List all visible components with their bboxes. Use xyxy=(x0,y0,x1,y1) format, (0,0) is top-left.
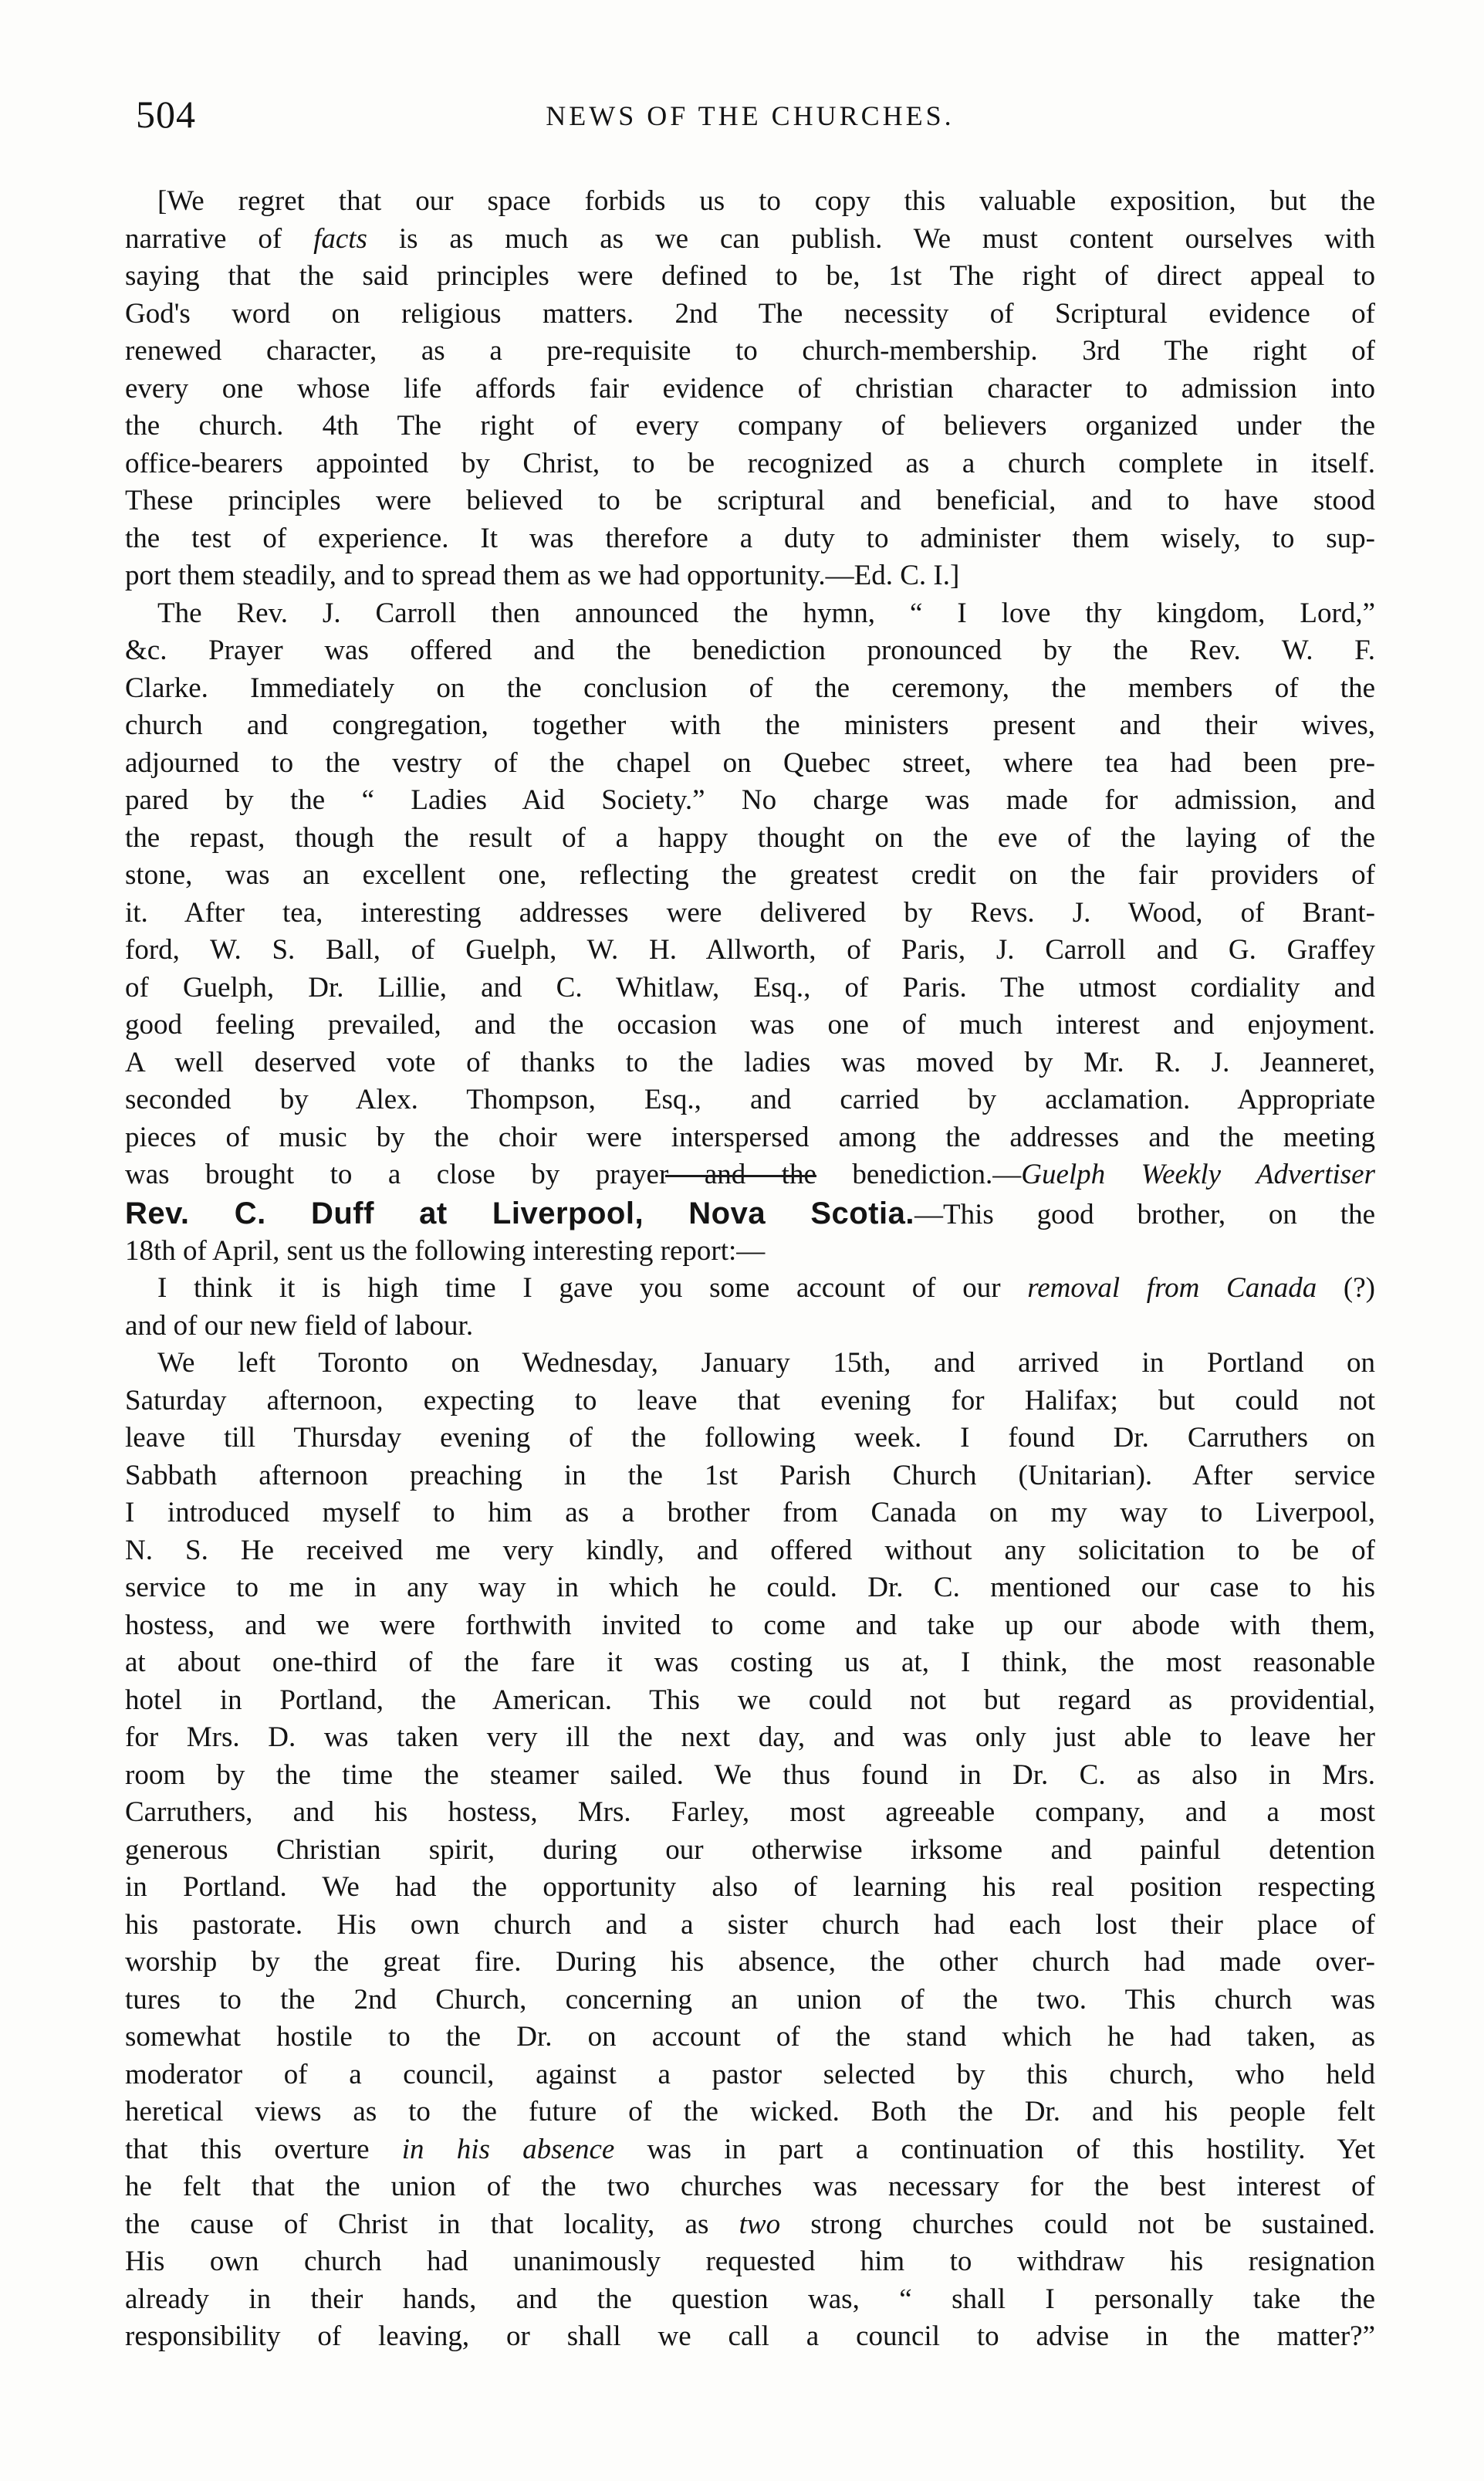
text-line: ford, W. S. Ball, of Guelph, W. H. Allworth, of Paris, J. Carroll and G. Graffey xyxy=(125,934,1375,966)
duff-article xyxy=(125,1195,1375,2356)
text-line: it. After tea, interesting addresses were delivered by Revs. J. Wood, of Brant- xyxy=(125,896,1375,929)
text-line: Sabbath afternoon preaching in the 1st Parish Church (Unitarian). After service xyxy=(125,1459,1375,1491)
text-line: &c. Prayer was offered and the benediction pronounced by the Rev. W. F. xyxy=(125,635,1375,666)
text-line: port them steadily, and to spread them as we had opportunity.—Ed. C. I.] xyxy=(125,560,960,591)
text-line: seconded by Alex. Thompson, Esq., and carried by acclamation. Appropriate xyxy=(125,1084,1375,1115)
text-line: his pastorate. His own church and a sister church had each lost their place of xyxy=(125,1908,1375,1941)
text-line: room by the time the steamer sailed. We thus found in Dr. C. as also in Mrs. xyxy=(125,1758,1375,1791)
text-line: generous Christian spirit, during our otherwise irksome and painful detention xyxy=(125,1833,1375,1866)
text-line: Rev. C. Duff at Liverpool, Nova Scotia.—This good brother, on the xyxy=(125,1196,1375,1230)
running-head xyxy=(125,91,1375,145)
text-line: every one whose life affords fair evidence of christian character to admission into xyxy=(125,372,1375,404)
text-line: good feeling prevailed, and the occasion was one of much interest and enjoyment. xyxy=(125,1009,1375,1041)
text-line: the church. 4th The right of every company of believers organized under the xyxy=(125,410,1375,442)
text-line: Carruthers, and his hostess, Mrs. Farley, most agreeable company, and a most xyxy=(125,1796,1375,1828)
text-line: the repast, though the result of a happy thought on the eve of the laying of the xyxy=(125,821,1375,854)
text-line: I introduced myself to him as a brother from Canada on my way to Liverpool, xyxy=(125,1497,1375,1528)
text-line: His own church had unanimously requested him to withdraw his resignation xyxy=(125,2246,1375,2277)
text-line: We left Toronto on Wednesday, January 15th, and arrived in Portland on xyxy=(157,1347,1375,1379)
text-line: that this overture in his absence was in part a continuation of this hostility. Yet xyxy=(125,2133,1375,2165)
text-line: The Rev. J. Carroll then announced the hymn, “ I love thy kingdom, Lord,” xyxy=(157,597,1375,629)
text-line: pieces of music by the choir were interspersed among the addresses and the meeting xyxy=(125,1121,1375,1153)
text-line: office-bearers appointed by Christ, to be recognized as a church complete in itself. xyxy=(125,447,1375,479)
text-line: [We regret that our space forbids us to copy this valuable exposition, but the xyxy=(157,185,1375,217)
text-line: 18th of April, sent us the following interesting report:— xyxy=(125,1234,766,1267)
text-line: saying that the said principles were defined to be, 1st The right of direct appeal to xyxy=(125,260,1375,292)
text-line: stone, was an excellent one, reflecting the greatest credit on the fair providers of xyxy=(125,859,1375,891)
text-line: of Guelph, Dr. Lillie, and C. Whitlaw, Esq., of Paris. The utmost cordiality and xyxy=(125,971,1375,1004)
section-divider xyxy=(665,1175,816,1177)
text-line: heretical views as to the future of the wicked. Both the Dr. and his people felt xyxy=(125,2096,1375,2127)
text-line: in Portland. We had the opportunity also of learning his real position respecting xyxy=(125,1871,1375,1903)
text-line: leave till Thursday evening of the following week. I found Dr. Carruthers on xyxy=(125,1422,1375,1454)
text-line: tures to the 2nd Church, concerning an union of the two. This church was xyxy=(125,1983,1375,2016)
text-line: These principles were believed to be scriptural and beneficial, and to have stood xyxy=(125,485,1375,516)
running-title: NEWS OF THE CHURCHES. xyxy=(546,100,955,131)
text-line: already in their hands, and the question was, “ shall I personally take the xyxy=(125,2283,1375,2315)
text-line: was brought to a close by prayer and the benediction.—Guelph Weekly Advertiser xyxy=(125,1159,1375,1190)
text-line: God's word on religious matters. 2nd The necessity of Scriptural evidence of xyxy=(125,297,1375,330)
source-attribution: Guelph Weekly Advertiser xyxy=(1021,1159,1375,1190)
text-line: renewed character, as a pre-requisite to church-membership. 3rd The right of xyxy=(125,335,1375,367)
text-line: church and congregation, together with the ministers present and their wives, xyxy=(125,709,1375,741)
editorial-and-report-text xyxy=(125,183,1375,1194)
text-line: the test of experience. It was therefore a duty to administer them wisely, to sup- xyxy=(125,522,1375,554)
text-line: responsibility of leaving, or shall we call a council to advise in the matter?” xyxy=(125,2320,1375,2352)
text-line: somewhat hostile to the Dr. on account of the stand which he had taken, as xyxy=(125,2021,1375,2053)
text-line: the cause of Christ in that locality, as two strong churches could not be sustained. xyxy=(125,2208,1375,2240)
text-line: hotel in Portland, the American. This we could not but regard as providential, xyxy=(125,1684,1375,1716)
text-line: worship by the great fire. During his absence, the other church had made over- xyxy=(125,1946,1375,1978)
text-line: and of our new field of labour. xyxy=(125,1309,474,1342)
text-line: he felt that the union of the two churches was necessary for the best interest of xyxy=(125,2171,1375,2202)
text-line: narrative of facts is as much as we can publish. We must content ourselves with xyxy=(125,222,1375,255)
text-line: for Mrs. D. was taken very ill the next day, and was only just able to leave her xyxy=(125,1721,1375,1753)
article-heading: Rev. C. Duff at Liverpool, Nova Scotia. xyxy=(125,1196,914,1230)
text-line: Clarke. Immediately on the conclusion of the ceremony, the members of the xyxy=(125,672,1375,704)
text-line: hostess, and we were forthwith invited to come and take up our abode with them, xyxy=(125,1609,1375,1641)
text-line: adjourned to the vestry of the chapel on Quebec street, where tea had been pre- xyxy=(125,746,1375,779)
text-line: I think it is high time I gave you some account of our removal from Canada (?) xyxy=(157,1272,1375,1304)
text-line: at about one-third of the fare it was costing us at, I think, the most reasonable xyxy=(125,1647,1375,1678)
text-line: moderator of a council, against a pastor selected by this church, who held xyxy=(125,2058,1375,2090)
text-line: A well deserved vote of thanks to the ladies was moved by Mr. R. J. Jeanneret, xyxy=(125,1046,1375,1078)
text-line: pared by the “ Ladies Aid Society.” No charge was made for admission, and xyxy=(125,784,1375,816)
text-line: N. S. He received me very kindly, and offered without any solicitation to be of xyxy=(125,1534,1375,1566)
text-line: Saturday afternoon, expecting to leave that evening for Halifax; but could not xyxy=(125,1384,1375,1417)
page-number: 504 xyxy=(136,93,196,136)
text-line: service to me in any way in which he could. Dr. C. mentioned our case to his xyxy=(125,1572,1375,1603)
